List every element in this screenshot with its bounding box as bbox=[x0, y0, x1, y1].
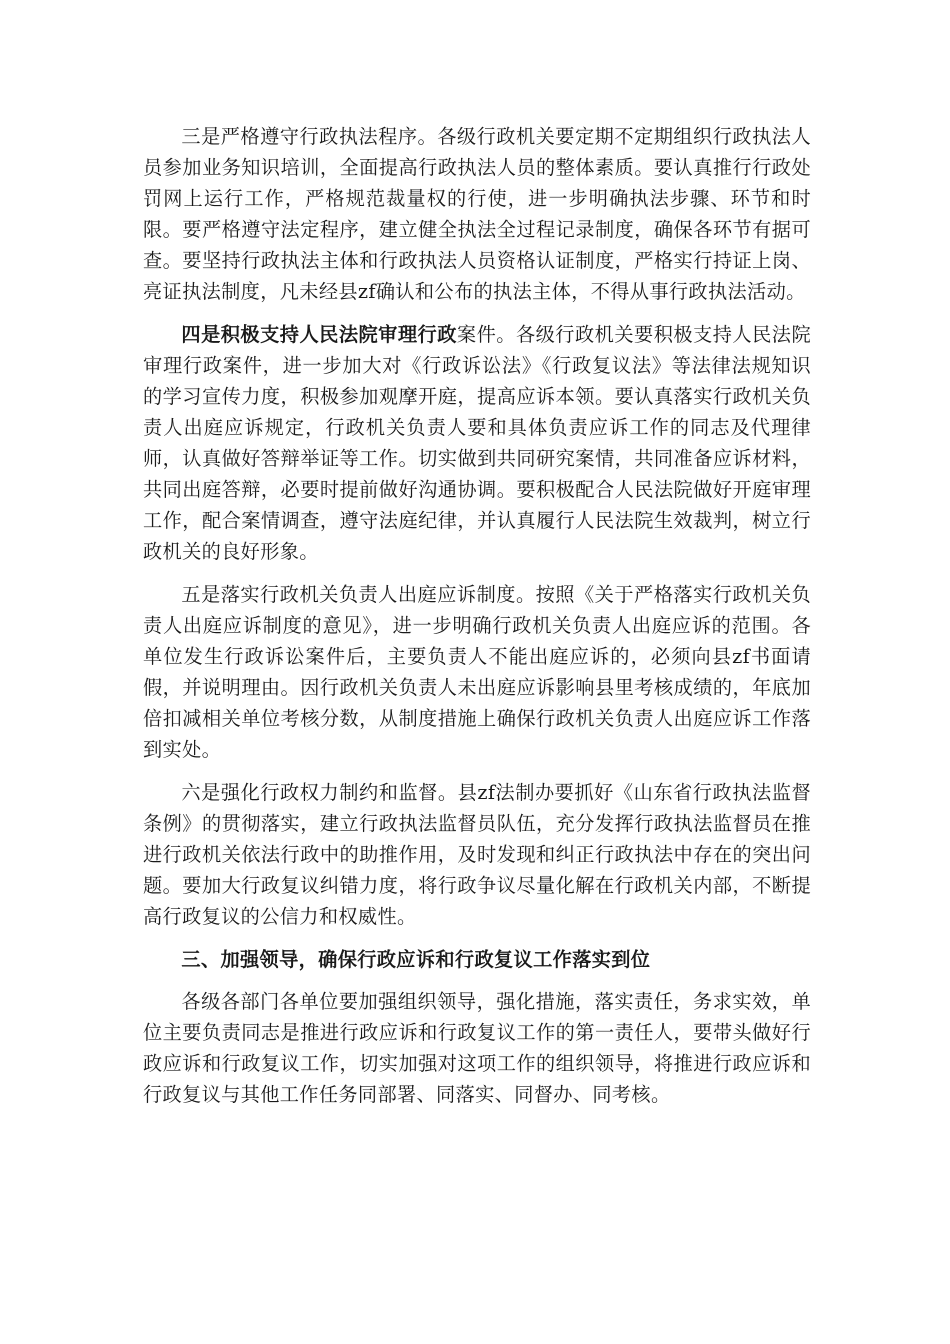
document-page bbox=[143, 121, 811, 1122]
paragraph-court-appearance: 五是落实行政机关负责人出庭应诉制度。按照《关于严格落实行政机关负责人出庭应诉制度的意见》，进一步明确行政机关负责人出庭应诉的范围。各单位发生行政诉讼案件后，主要负责人不能出庭应诉的，必须向县zf书面请假，并说明理由。因行政机关负责人未出庭应诉影响县里考核成绩的，年底加倍扣减相关单位考核分数，从制度措施上确保行政机关负责人出庭应诉工作落到实处。 bbox=[143, 583, 811, 761]
section-heading-leadership: 三、加强领导，确保行政应诉和行政复议工作落实到位 bbox=[181, 948, 651, 971]
paragraph-support-courts bbox=[143, 319, 811, 567]
paragraph-support-courts-lead: 四是积极支持人民法院审理行政 bbox=[181, 323, 457, 346]
paragraph-leadership: 各级各部门各单位要加强组织领导，强化措施，落实责任，务求实效，单位主要负责同志是推进行政应诉和行政复议工作的第一责任人，要带头做好行政应诉和行政复议工作，切实加强对这项工作的组织领导，将推进行政应诉和行政复议与其他工作任务同部署、同落实、同督办、同考核。 bbox=[143, 990, 811, 1106]
paragraph-support-courts-body: 案件。各级行政机关要积极支持人民法院审理行政案件，进一步加大对《行政诉讼法》《行政复议法》等法律法规知识的学习宣传力度，积极参加观摩开庭，提高应诉本领。要认真落实行政机关负责人出庭应诉规定，行政机关负责人要和具体负责应诉工作的同志及代理律师，认真做好答辩举证等工作。切实做到共同研究案情，共同准备应诉材料，共同出庭答辩，必要时提前做好沟通协调。要积极配合人民法院做好开庭审理工作，配合案情调查，遵守法庭纪律，并认真履行人民法院生效裁判，树立行政机关的良好形象。 bbox=[143, 323, 811, 563]
paragraph-enforcement-procedure: 三是严格遵守行政执法程序。各级行政机关要定期不定期组织行政执法人员参加业务知识培训，全面提高行政执法人员的整体素质。要认真推行行政处罚网上运行工作，严格规范裁量权的行使，进一步明确执法步骤、环节和时限。要严格遵守法定程序，建立健全执法全过程记录制度，确保各环节有据可查。要坚持行政执法主体和行政执法人员资格认证制度，严格实行持证上岗、亮证执法制度，凡未经县zf确认和公布的执法主体，不得从事行政执法活动。 bbox=[143, 125, 811, 303]
paragraph-power-supervision: 六是强化行政权力制约和监督。县zf法制办要抓好《山东省行政执法监督条例》的贯彻落实，建立行政执法监督员队伍，充分发挥行政执法监督员在推进行政机关依法行政中的助推作用，及时发现和纠正行政执法中存在的突出问题。要加大行政复议纠错力度，将行政争议尽量化解在行政机关内部，不断提高行政复议的公信力和权威性。 bbox=[143, 781, 811, 928]
